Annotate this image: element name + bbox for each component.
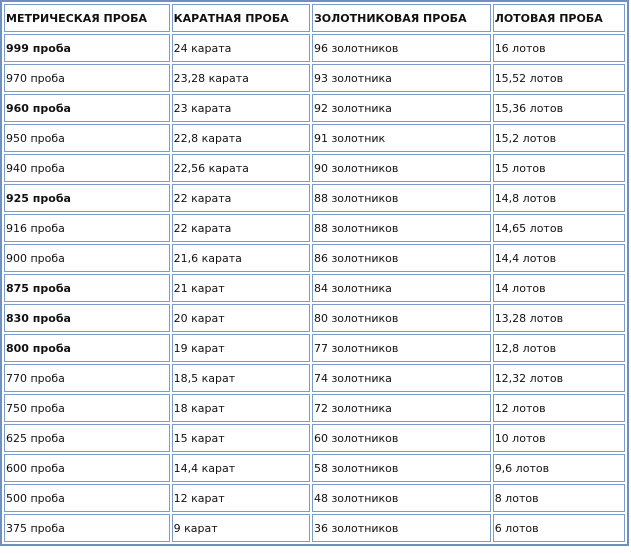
metric-cell: 875 проба (4, 274, 170, 302)
metric-cell: 375 проба (4, 514, 170, 542)
metric-cell: 625 проба (4, 424, 170, 452)
table-row (4, 124, 625, 152)
metric-cell: 750 проба (4, 394, 170, 422)
metric-cell: 600 проба (4, 454, 170, 482)
table-row (4, 304, 625, 332)
carat-cell: 23,28 карата (172, 64, 310, 92)
table-row (4, 184, 625, 212)
carat-cell: 19 карат (172, 334, 310, 362)
zolotnik-cell: 92 золотника (312, 94, 491, 122)
header-lot: ЛОТОВАЯ ПРОБА (493, 4, 625, 32)
carat-cell: 20 карат (172, 304, 310, 332)
carat-cell: 22 карата (172, 214, 310, 242)
table-row (4, 154, 625, 182)
carat-cell: 24 карата (172, 34, 310, 62)
zolotnik-cell: 91 золотник (312, 124, 491, 152)
lot-cell: 15 лотов (493, 154, 625, 182)
carat-cell: 12 карат (172, 484, 310, 512)
zolotnik-cell: 90 золотников (312, 154, 491, 182)
table-row (4, 514, 625, 542)
lot-cell: 12,32 лотов (493, 364, 625, 392)
lot-cell: 14,65 лотов (493, 214, 625, 242)
zolotnik-cell: 72 золотника (312, 394, 491, 422)
metric-cell: 999 проба (4, 34, 170, 62)
table-row (4, 34, 625, 62)
zolotnik-cell: 80 золотников (312, 304, 491, 332)
header-metric: МЕТРИЧЕСКАЯ ПРОБА (4, 4, 170, 32)
zolotnik-cell: 88 золотников (312, 184, 491, 212)
table-row (4, 274, 625, 302)
lot-cell: 15,52 лотов (493, 64, 625, 92)
zolotnik-cell: 36 золотников (312, 514, 491, 542)
header-row (4, 4, 625, 32)
carat-cell: 22,56 карата (172, 154, 310, 182)
metric-cell: 940 проба (4, 154, 170, 182)
carat-cell: 22 карата (172, 184, 310, 212)
zolotnik-cell: 93 золотника (312, 64, 491, 92)
metric-cell: 970 проба (4, 64, 170, 92)
carat-cell: 18,5 карат (172, 364, 310, 392)
carat-cell: 9 карат (172, 514, 310, 542)
lot-cell: 12 лотов (493, 394, 625, 422)
zolotnik-cell: 88 золотников (312, 214, 491, 242)
table-row (4, 334, 625, 362)
metric-cell: 950 проба (4, 124, 170, 152)
zolotnik-cell: 74 золотника (312, 364, 491, 392)
header-carat: КАРАТНАЯ ПРОБА (172, 4, 310, 32)
lot-cell: 14 лотов (493, 274, 625, 302)
lot-cell: 15,36 лотов (493, 94, 625, 122)
metric-cell: 500 проба (4, 484, 170, 512)
metric-cell: 830 проба (4, 304, 170, 332)
table-row (4, 484, 625, 512)
metric-cell: 770 проба (4, 364, 170, 392)
lot-cell: 6 лотов (493, 514, 625, 542)
metric-cell: 960 проба (4, 94, 170, 122)
table-row (4, 394, 625, 422)
lot-cell: 15,2 лотов (493, 124, 625, 152)
metric-cell: 800 проба (4, 334, 170, 362)
zolotnik-cell: 77 золотников (312, 334, 491, 362)
zolotnik-cell: 60 золотников (312, 424, 491, 452)
zolotnik-cell: 58 золотников (312, 454, 491, 482)
table-row (4, 364, 625, 392)
lot-cell: 8 лотов (493, 484, 625, 512)
lot-cell: 13,28 лотов (493, 304, 625, 332)
carat-cell: 15 карат (172, 424, 310, 452)
carat-cell: 14,4 карат (172, 454, 310, 482)
carat-cell: 18 карат (172, 394, 310, 422)
zolotnik-cell: 84 золотника (312, 274, 491, 302)
lot-cell: 12,8 лотов (493, 334, 625, 362)
carat-cell: 23 карата (172, 94, 310, 122)
table-row (4, 64, 625, 92)
table-row (4, 424, 625, 452)
lot-cell: 10 лотов (493, 424, 625, 452)
header-zolotnik: ЗОЛОТНИКОВАЯ ПРОБА (312, 4, 491, 32)
metric-cell: 925 проба (4, 184, 170, 212)
table-row (4, 244, 625, 272)
zolotnik-cell: 86 золотников (312, 244, 491, 272)
zolotnik-cell: 48 золотников (312, 484, 491, 512)
carat-cell: 21,6 карата (172, 244, 310, 272)
table-row (4, 454, 625, 482)
metric-cell: 916 проба (4, 214, 170, 242)
lot-cell: 16 лотов (493, 34, 625, 62)
table-row (4, 94, 625, 122)
zolotnik-cell: 96 золотников (312, 34, 491, 62)
lot-cell: 14,4 лотов (493, 244, 625, 272)
lot-cell: 14,8 лотов (493, 184, 625, 212)
carat-cell: 22,8 карата (172, 124, 310, 152)
metric-cell: 900 проба (4, 244, 170, 272)
table-row (4, 214, 625, 242)
carat-cell: 21 карат (172, 274, 310, 302)
lot-cell: 9,6 лотов (493, 454, 625, 482)
